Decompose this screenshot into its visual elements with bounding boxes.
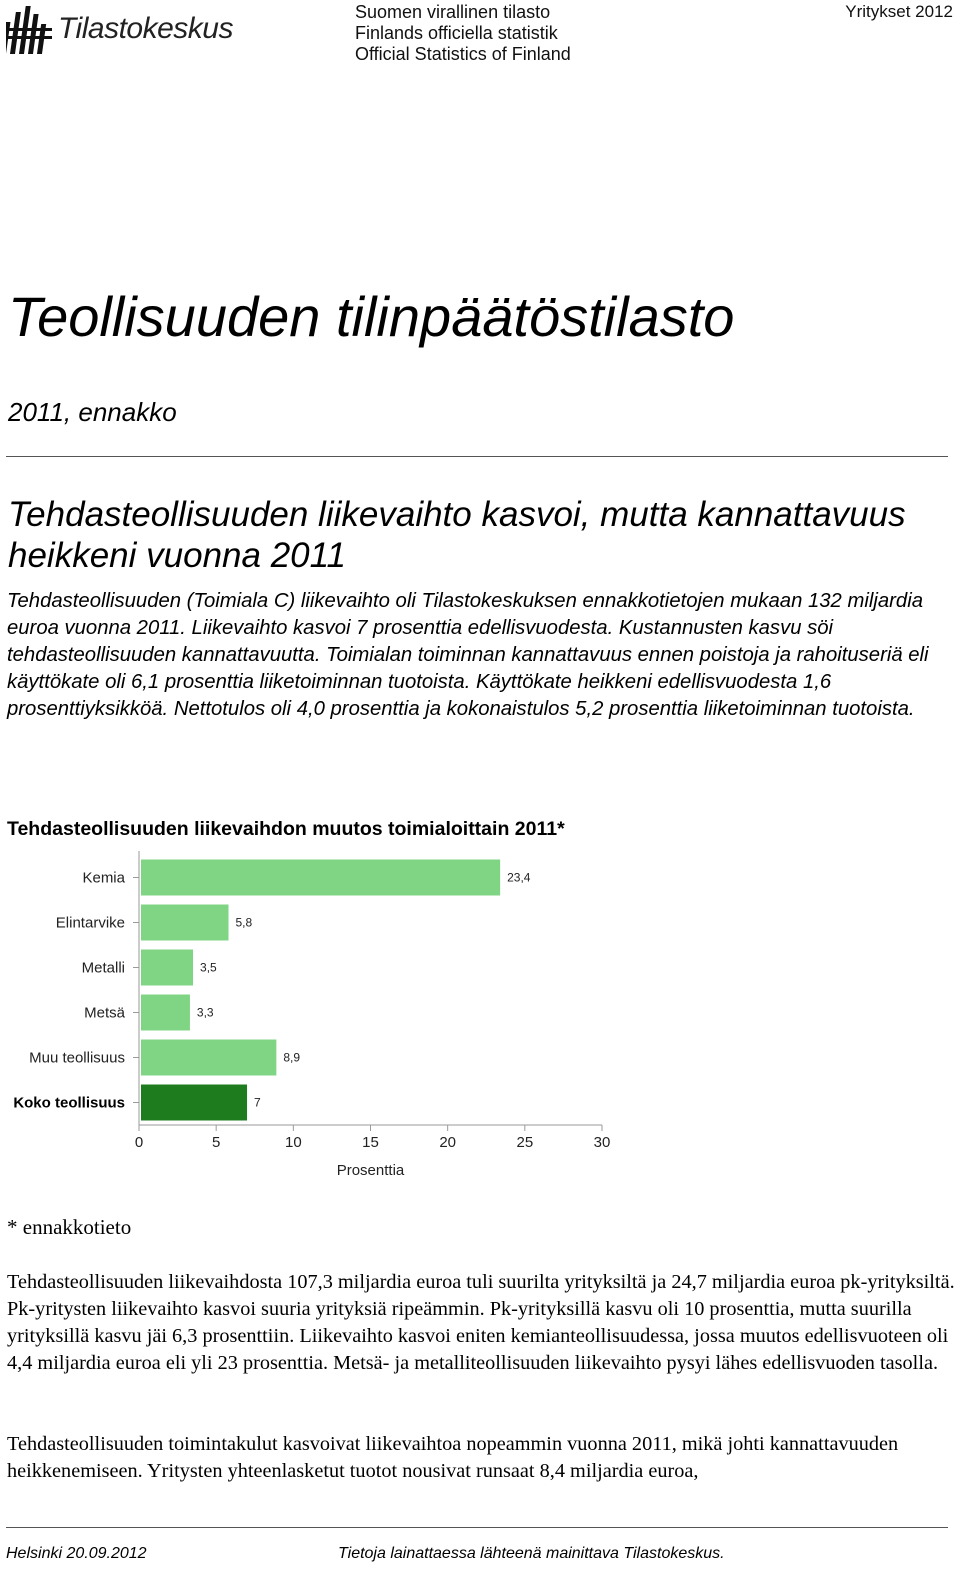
- data-label: 3,3: [196, 1005, 214, 1020]
- page-title: Teollisuuden tilinpäätöstilasto: [8, 285, 735, 348]
- footnote: * ennakkotieto: [7, 1215, 132, 1239]
- series-label: Yritykset 2012: [845, 2, 953, 21]
- official-line-en: Official Statistics of Finland: [355, 44, 571, 64]
- bar-chart: [0, 845, 640, 1185]
- data-label: 3,5: [200, 960, 217, 975]
- data-label: 8,9: [283, 1050, 301, 1065]
- data-label: 7: [254, 1095, 261, 1110]
- bar: [141, 860, 500, 896]
- x-tick-label: 5: [211, 1134, 221, 1151]
- category-label: Muu teollisuus: [29, 1049, 125, 1067]
- data-label: 5,8: [235, 915, 253, 930]
- category-label: Koko teollisuus: [13, 1094, 125, 1112]
- logo-text: Tilastokeskus: [58, 12, 233, 45]
- category-label: Kemia: [82, 869, 125, 887]
- page-header: [0, 0, 960, 70]
- footer-divider: [6, 1527, 948, 1528]
- x-axis-title: Prosenttia: [336, 1162, 405, 1179]
- data-label: 23,4: [507, 870, 531, 885]
- category-label: Metalli: [81, 959, 125, 977]
- page-subtitle: 2011, ennakko: [8, 397, 177, 427]
- bar: [141, 995, 190, 1031]
- x-tick-label: 30: [593, 1134, 611, 1151]
- x-tick-label: 20: [439, 1134, 457, 1151]
- bar: [141, 1085, 247, 1121]
- x-tick-label: 15: [362, 1134, 379, 1151]
- lead-paragraph: Tehdasteollisuuden (Toimiala C) liikevaihto oli Tilastokeskuksen ennakkotietojen mukaan 132 miljardia euroa vuonna 2011. Liikevaihto kasvoi 7 prosenttia edellisvuodesta. Kustannusten kasvu söi tehdasteollisuuden kannattavuutta. Toimialan toiminnan kannattavuus ennen poistoja ja rahoituseriä eli käyttökate oli 6,1 prosenttia liiketoiminnan tuotoista. Käyttökate heikkeni edellisvuodesta 1,6 prosenttiyksikköä. Nettotulos oli 4,0 prosenttia ja kokonaistulos 5,2 prosenttia liiketoiminnan tuotoista.: [7, 590, 929, 720]
- x-tick-label: 0: [134, 1134, 144, 1151]
- bar: [141, 1040, 276, 1076]
- official-line-sv: Finlands officiella statistik: [355, 23, 558, 43]
- footer-date: Helsinki 20.09.2012: [6, 1545, 147, 1562]
- bar: [141, 905, 229, 941]
- bar: [141, 950, 193, 986]
- category-label: Elintarvike: [55, 914, 125, 932]
- divider: [6, 456, 948, 457]
- category-label: Metsä: [84, 1004, 125, 1022]
- x-tick-label: 25: [516, 1134, 534, 1151]
- tilastokeskus-logo-icon: [6, 4, 54, 56]
- official-statistics-label: [355, 2, 571, 65]
- x-tick-label: 10: [284, 1134, 302, 1151]
- body-paragraph-2: Tehdasteollisuuden toimintakulut kasvoivat liikevaihtoa nopeammin vuonna 2011, mikä johti kannattavuuden heikkenemiseen. Yritysten yhteenlasketut tuotot nousivat runsaat 8,4 miljardia euroa,: [7, 1433, 899, 1482]
- footer-citation: Tietoja lainattaessa lähteenä mainittava Tilastokeskus.: [338, 1545, 725, 1562]
- official-line-fi: Suomen virallinen tilasto: [355, 2, 551, 22]
- chart-title: Tehdasteollisuuden liikevaihdon muutos toimialoittain 2011*: [7, 818, 565, 840]
- tilastokeskus-logo: [6, 4, 236, 56]
- body-paragraph-1: Tehdasteollisuuden liikevaihdosta 107,3 miljardia euroa tuli suurilta yrityksiltä ja 24,7 miljardia euroa pk-yrityksiltä. Pk-yritysten liikevaihto kasvoi suuria yrityksiä ripeämmin. Pk-yrityksillä kasvu oli 10 prosenttia, mutta suurilla yrityksillä kasvu jäi 6,3 prosenttiin. Liikevaihto kasvoi eniten kemianteollisuudessa, jossa muutos edellisvuoteen oli 4,4 miljardia euroa eli yli 23 prosenttia. Metsä- ja metalliteollisuuden liikevaihto pysyi lähes edellisvuoden tasolla.: [7, 1271, 955, 1374]
- article-headline: Tehdasteollisuuden liikevaihto kasvoi, mutta kannattavuus heikkeni vuonna 2011: [8, 495, 906, 575]
